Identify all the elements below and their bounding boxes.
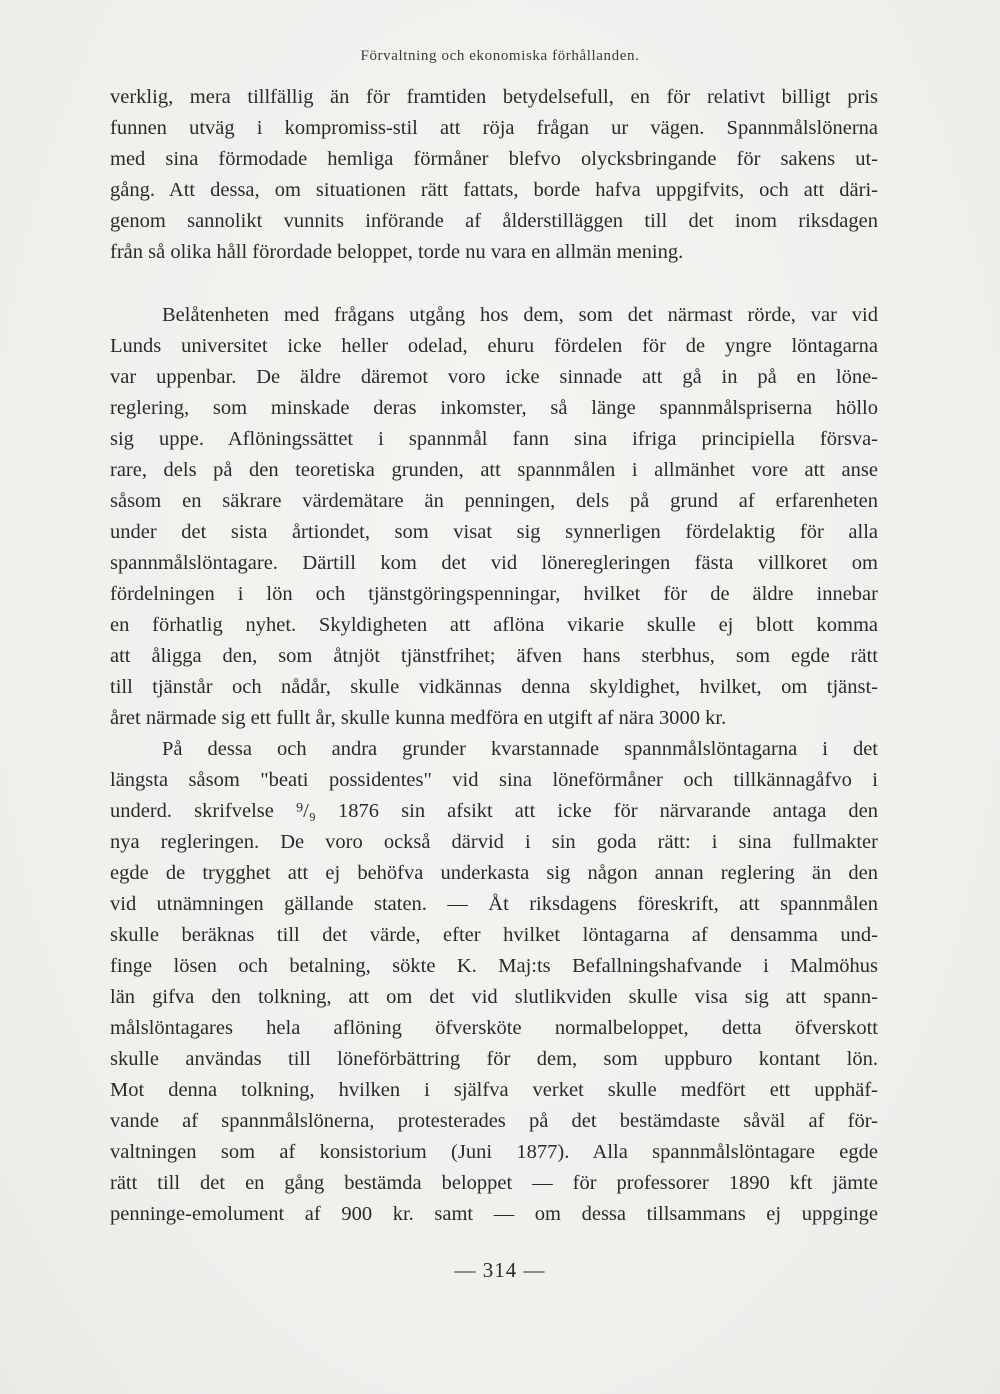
- text-line: län gifva den tolkning, att om det vid slutlikviden skulle visa sig att spann-: [110, 986, 878, 1008]
- text-line: var uppenbar. De äldre däremot voro icke sinnade att gå in på en löne-: [110, 366, 878, 388]
- text-line: rare, dels på den teoretiska grunden, att spannmålen i allmänhet vore att anse: [110, 459, 878, 481]
- text-line: finge lösen och betalning, sökte K. Maj:ts Befallningshafvande i Malmöhus: [110, 955, 878, 977]
- paragraph-2: [110, 300, 878, 734]
- text-line: från så olika håll förordade beloppet, torde nu vara en allmän mening.: [110, 241, 684, 263]
- text-line: året närmade sig ett fullt år, skulle kunna medföra en utgift af nära 3000 kr.: [110, 707, 727, 729]
- text-line: under det sista årtiondet, som visat sig synnerligen fördelaktig för alla: [110, 521, 878, 543]
- text-line: Lunds universitet icke heller odelad, ehuru fördelen för de yngre löntagarna: [110, 335, 878, 357]
- text-line: en förhatlig nyhet. Skyldigheten att aflöna vikarie skulle ej blott komma: [110, 614, 878, 636]
- text-line: med sina förmodade hemliga förmåner blefvo olycksbringande för sakens ut-: [110, 148, 878, 170]
- text-line: skulle beräknas till det värde, efter hvilket löntagarna af densamma und-: [110, 924, 878, 946]
- text-line: funnen utväg i kompromiss-stil att röja frågan ur vägen. Spannmålslönerna: [110, 117, 878, 139]
- text-line: vande af spannmålslönerna, protesterades på det bestämdaste såväl af för-: [110, 1110, 878, 1132]
- paragraph-spacer: [110, 268, 878, 300]
- text-line: vid utnämningen gällande staten. — Åt riksdagens föreskrift, att spannmålen: [110, 893, 878, 915]
- text-line: reglering, som minskade deras inkomster, så länge spannmålspriserna höllo: [110, 397, 878, 419]
- text-line: verklig, mera tillfällig än för framtiden betydelsefull, en för relativt billigt pris: [110, 86, 878, 108]
- text-line: spannmålslöntagare. Därtill kom det vid löneregleringen fästa villkoret om: [110, 552, 878, 574]
- text-line: egde de trygghet att ej behöfva underkasta sig någon annan reglering än den: [110, 862, 878, 884]
- text-line: sig uppe. Aflöningssättet i spannmål fann sina ifriga principiella försva-: [110, 428, 878, 450]
- paragraph-1: [110, 82, 878, 268]
- text-line: nya regleringen. De voro också därvid i sin goda rätt: i sina fullmakter: [110, 831, 878, 853]
- text-line: att åligga den, som åtnjöt tjänstfrihet; äfven hans sterbhus, som egde rätt: [110, 645, 878, 667]
- text-line: målslöntagares hela aflöning öfversköte normalbeloppet, detta öfverskott: [110, 1017, 878, 1039]
- text-line: På dessa och andra grunder kvarstannade spannmålslöntagarna i det: [162, 738, 878, 760]
- page-number: — 314 —: [454, 1258, 546, 1282]
- text-line: underd. skrifvelse ⁹/₉ 1876 sin afsikt att icke för närvarande antaga den: [110, 800, 878, 822]
- text-line: fördelningen i lön och tjänstgöringspenningar, hvilket för de äldre innebar: [110, 583, 878, 605]
- text-line: rätt till det en gång bestämda beloppet — för professorer 1890 kft jämte: [110, 1172, 878, 1194]
- paragraph-3: [110, 734, 878, 1230]
- text-line: valtningen som af konsistorium (Juni 1877). Alla spannmålslöntagare egde: [110, 1141, 878, 1163]
- text-line: penninge-emolument af 900 kr. samt — om dessa tillsammans ej uppginge: [110, 1203, 878, 1225]
- body-text: [110, 82, 878, 1230]
- text-line: genom sannolikt vunnits införande af ålderstilläggen till det inom riksdagen: [110, 210, 878, 232]
- running-title: Förvaltning och ekonomiska förhållanden.: [360, 48, 640, 64]
- text-line: gång. Att dessa, om situationen rätt fattats, borde hafva uppgifvits, och att däri-: [110, 179, 878, 201]
- text-line: såsom en säkrare värdemätare än penningen, dels på grund af erfarenheten: [110, 490, 878, 512]
- text-line: skulle användas till löneförbättring för dem, som uppburo kontant lön.: [110, 1048, 878, 1070]
- text-line: Mot denna tolkning, hvilken i själfva verket skulle medfört ett upphäf-: [110, 1079, 878, 1101]
- text-line: längsta såsom "beati possidentes" vid sina löneförmåner och tillkännagåfvo i: [110, 769, 878, 791]
- text-line: till tjänstår och nådår, skulle vidkännas denna skyldighet, hvilket, om tjänst-: [110, 676, 878, 698]
- text-line: Belåtenheten med frågans utgång hos dem, som det närmast rörde, var vid: [162, 304, 878, 326]
